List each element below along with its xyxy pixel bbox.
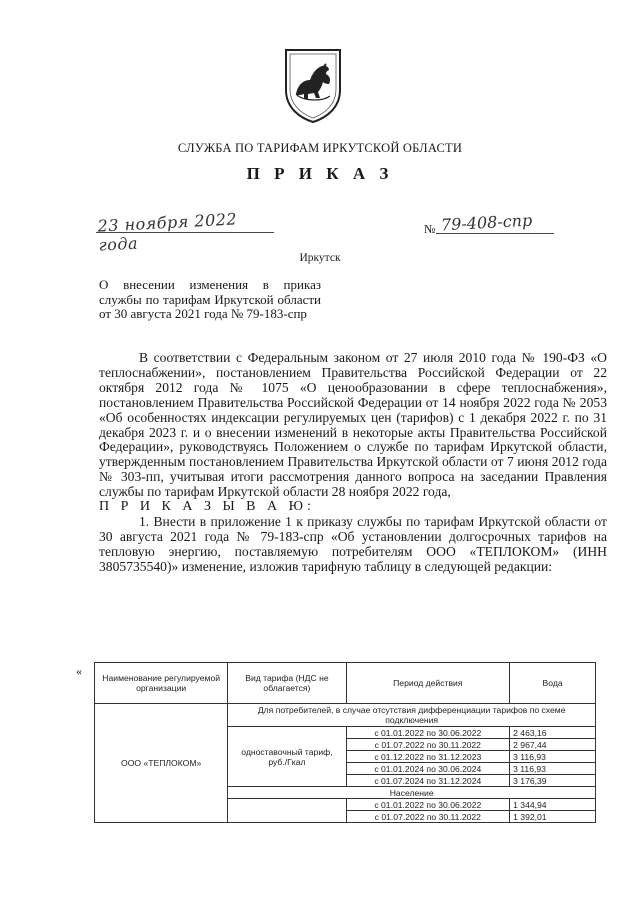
group-2-title: Население xyxy=(228,787,596,799)
period-cell: с 01.07.2022 по 30.11.2022 xyxy=(346,811,510,823)
preamble-paragraph: В соответствии с Федеральным законом от 27 июля 2010 года № 190-ФЗ «О теплоснабжении», постановлением Правительства Российской Федерации от 22 октября 2012 года № 1075 «О ценообразовании в сфере теплоснабжения», постановлением Правительства Российской Федерации от 14 ноября 2022 года № 2053 «Об особенностях индексации регулируемых цен (тарифов) с 1 декабря 2022 г. по 31 декабря 2023 г. и о внесении изменений в некоторые акты Правительства Российской Федерации», руководствуясь Положением о службе по тарифам Иркутской области, утвержденным постановлением Правительства Иркутской области от 7 июня 2012 года № 303-пп, учитывая итоги рассмотрения данного вопроса на заседании Правления службы по тарифам Иркутской области 28 ноября 2022 года, xyxy=(99,350,607,500)
order-title: П Р И К А З xyxy=(246,164,394,183)
number-underline xyxy=(436,233,554,234)
item-1-paragraph: 1. Внести в приложение 1 к приказу службы по тарифам Иркутской области от 30 августа 2021 года № 79-183-спр «Об установлении долгосрочных тарифов на тепловую энергию, поставляемую потребителям ООО «ТЕПЛОКОМ» (ИНН 3805735540)» изменение, изложив тарифную таблицу в следующей редакции: xyxy=(99,513,607,574)
order-subject: О внесении изменения в приказ службы по тарифам Иркутской области от 30 августа 2021 года № 79-183-спр xyxy=(99,277,321,322)
order-word: П Р И К А З Ы В А Ю: xyxy=(99,499,315,515)
period-cell: с 01.12.2022 по 31.12.2023 xyxy=(346,751,510,763)
header-tariff-type: Вид тарифа (НДС не облагается) xyxy=(228,663,346,704)
tariff-type-cell: одноставочный тариф, руб./Гкал xyxy=(228,727,346,787)
opening-quote: « xyxy=(76,664,82,678)
header-water: Вода xyxy=(510,663,596,704)
tariff-type-cell-population xyxy=(228,799,346,823)
organization-cell: ООО «ТЕПЛОКОМ» xyxy=(95,704,228,823)
period-cell: с 01.01.2022 по 30.06.2022 xyxy=(346,799,510,811)
period-cell: с 01.07.2022 по 30.11.2022 xyxy=(346,739,510,751)
value-cell: 3 116,93 xyxy=(510,763,596,775)
period-cell: с 01.01.2024 по 30.06.2024 xyxy=(346,763,510,775)
irkutsk-coat-of-arms-icon xyxy=(282,46,344,124)
order-date: 23 ноября 2022 года xyxy=(97,209,238,255)
city: Иркутск xyxy=(299,252,341,264)
period-cell: с 01.01.2022 по 30.06.2022 xyxy=(346,727,510,739)
table-row xyxy=(95,704,596,727)
order-number: 79-408-спр xyxy=(440,210,533,235)
period-cell: с 01.07.2024 по 31.12.2024 xyxy=(346,775,510,787)
table-header-row xyxy=(95,663,596,704)
value-cell: 1 392,01 xyxy=(510,811,596,823)
header-organization: Наименование регулируемой организации xyxy=(95,663,228,704)
group-1-title: Для потребителей, в случае отсутствия дифференциации тарифов по схеме подключения xyxy=(228,704,596,727)
order-body xyxy=(99,351,607,575)
value-cell: 1 344,94 xyxy=(510,799,596,811)
date-underline xyxy=(96,232,274,233)
tariff-table xyxy=(94,662,596,823)
number-sign: № xyxy=(424,222,436,236)
value-cell: 3 176,39 xyxy=(510,775,596,787)
value-cell: 2 967,44 xyxy=(510,739,596,751)
service-name: СЛУЖБА ПО ТАРИФАМ ИРКУТСКОЙ ОБЛАСТИ xyxy=(177,141,463,155)
value-cell: 3 116,93 xyxy=(510,751,596,763)
header-period: Период действия xyxy=(346,663,510,704)
value-cell: 2 463,16 xyxy=(510,727,596,739)
